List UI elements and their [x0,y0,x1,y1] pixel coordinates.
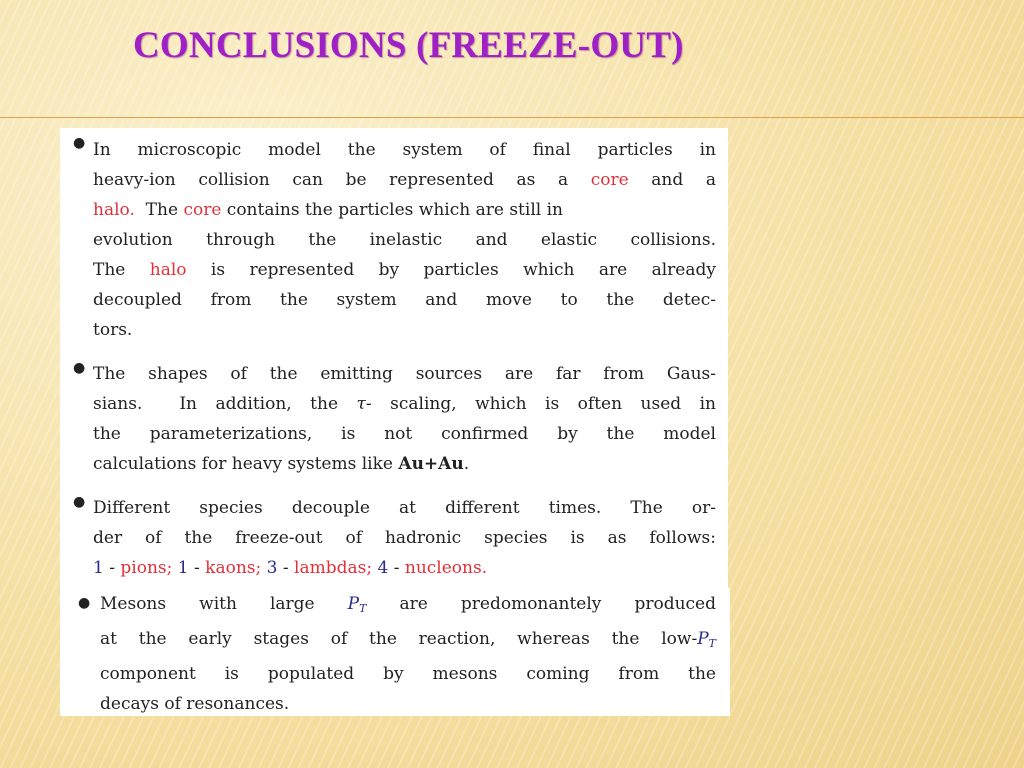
text-panel-main [60,128,728,588]
text-line: heavy-ion collision can be represented as a core and a [93,170,716,190]
text-line: calculations for heavy systems like Au+Au. [93,454,470,474]
separator: - [277,558,295,578]
text-line: decays of resonances. [100,694,290,714]
text-line: decoupled from the system and move to the detec- [93,290,716,310]
text-line: The halo is represented by particles which are already [93,260,716,280]
species-rank: 3 [261,558,278,578]
text-line: sians. In addition, the τ- scaling, which is often used in [93,394,717,414]
bullet-item-mesons-pt [100,589,716,719]
text-line: component is populated by mesons coming from the [100,664,716,684]
bullet-item-freeze-out-order [93,493,716,583]
separator: - [388,558,405,578]
text-line: Mesons with large $P_T$ are predomonantely produced [100,594,716,615]
pt-symbol: $P_T$ [347,594,367,615]
text-line: the parameterizations, is not confirmed by the model [93,424,716,444]
text-line: halo. The core contains the particles which are still in [93,200,563,220]
au-au-label: Au+Au [398,454,464,474]
species-rank: 4 [372,558,389,578]
text-line: der of the freeze-out of hadronic species is as follows: [93,528,716,548]
tau-symbol: τ [356,394,366,414]
separator: - [103,558,121,578]
term-core: core [590,170,629,190]
text-line: evolution through the inelastic and elastic collisions. [93,230,716,250]
species-name: nucleons. [404,558,488,578]
species-rank: 1 [172,558,189,578]
term-core: core [183,200,222,220]
bullet-dot-1: ● [73,135,86,151]
species-rank: 1 [93,558,104,578]
text-line: at the early stages of the reaction, whereas the low-$P_T$ [100,629,716,650]
text-line: Different species decouple at different times. The or- [93,498,716,518]
bullet-item-core-halo [93,135,716,345]
slide-title: CONCLUSIONS (FREEZE-OUT) [133,25,684,66]
text-line: In microscopic model the system of final particles in [93,140,716,160]
species-name: lambdas; [294,558,373,578]
title-divider [0,117,1024,118]
text-line: tors. [93,320,133,340]
bullet-dot-4: ● [78,595,91,611]
freeze-out-order-line [93,553,716,583]
species-name: pions; [120,558,173,578]
bullet-dot-2: ● [73,360,86,376]
text-line: The shapes of the emitting sources are far from Gaus- [93,364,716,384]
bullet-dot-3: ● [73,494,86,510]
text-panel-mesons [60,588,730,716]
species-name: kaons; [205,558,262,578]
pt-symbol: $P_T$ [697,629,716,650]
separator: - [188,558,206,578]
bullet-item-source-shapes [93,359,716,479]
term-halo: halo [149,260,187,280]
term-halo: halo. [93,200,135,220]
